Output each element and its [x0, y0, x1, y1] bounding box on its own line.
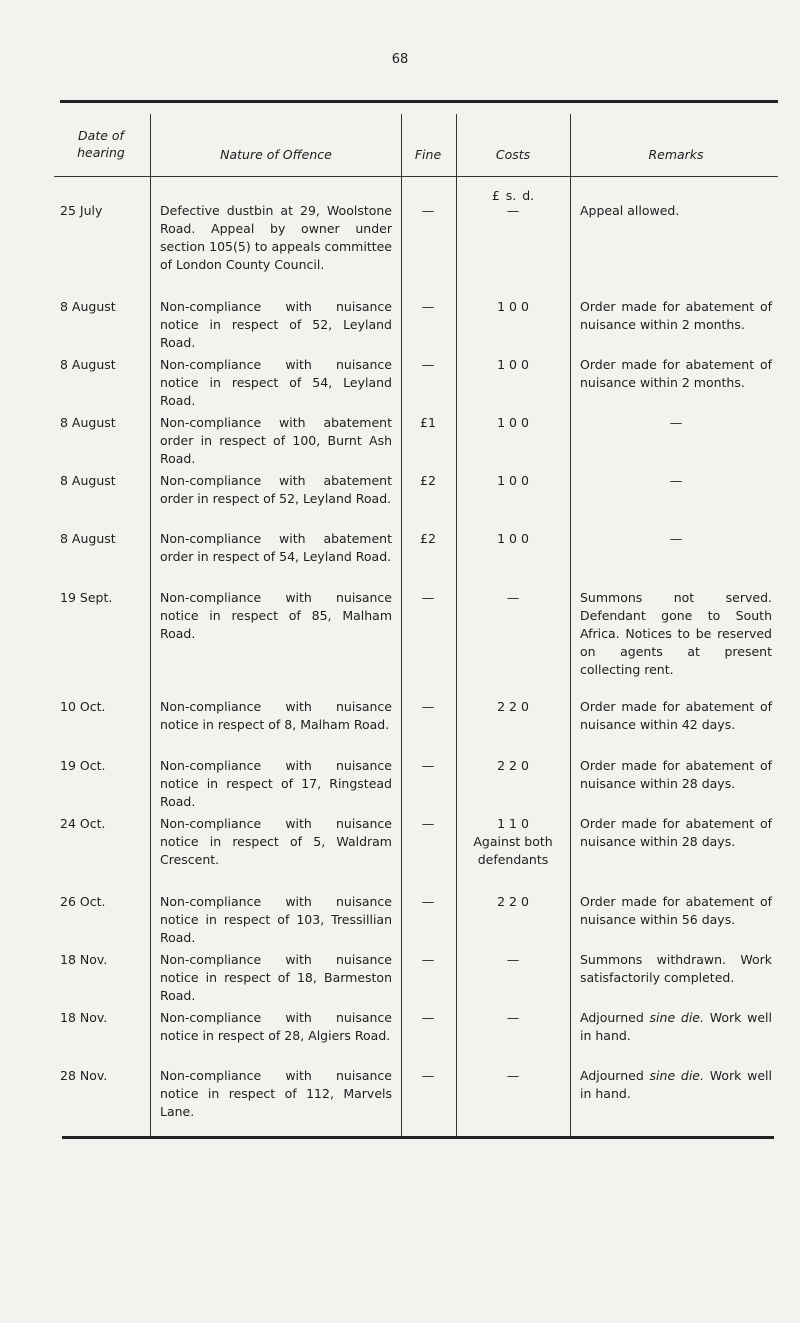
table-row-offence: Non-compliance with nuisance notice in respect of 28, Algiers Road. — [160, 1010, 392, 1043]
remarks-text: Work well in hand. — [580, 1010, 772, 1043]
table-row-date: 25 July — [60, 203, 103, 218]
table-row-date: 26 Oct. — [60, 894, 106, 909]
header-date: Date of hearing — [77, 128, 125, 160]
table-row-fine: — — [421, 952, 435, 967]
remarks-text: Adjourned — [580, 1010, 650, 1025]
table-bottom-rule — [62, 1136, 774, 1139]
table-row-remarks: — — [669, 473, 683, 488]
remarks-text: Adjourned — [580, 1068, 650, 1083]
table-row-offence: Non-compliance with nuisance notice in respect of 85, Malham Road. — [160, 590, 392, 641]
table-row-costs: — — [506, 590, 520, 605]
table-row-offence: Non-compliance with nuisance notice in respect of 112, Marvels Lane. — [160, 1068, 392, 1119]
costs-note: Against both defendants — [473, 834, 553, 867]
table-row-offence: Non-compliance with abatement order in respect of 52, Leyland Road. — [160, 473, 392, 506]
table-row-costs: 2 2 0 — [497, 758, 529, 773]
page-number: 68 — [391, 52, 409, 67]
column-divider — [570, 114, 571, 1136]
table-row-costs: 2 2 0 — [497, 699, 529, 714]
table-row-fine: £2 — [420, 473, 436, 488]
header-offence: Nature of Offence — [220, 147, 332, 162]
table-row-costs: 1 0 0 — [497, 299, 529, 314]
table-row-costs: — — [506, 1068, 520, 1083]
table-row-offence: Non-compliance with nuisance notice in respect of 52, Leyland Road. — [160, 299, 392, 350]
table-row-costs: 2 2 0 — [497, 894, 529, 909]
currency-units: £ s. d. — [491, 188, 535, 203]
table-row-remarks: Summons not served. Defendant gone to South Africa. Notices to be reserved on agents at present collecting rent. — [580, 590, 772, 677]
table-row-offence: Non-compliance with nuisance notice in respect of 54, Leyland Road. — [160, 357, 392, 408]
table-row-costs: 1 0 0 — [497, 415, 529, 430]
remarks-latin-phrase: sine die. — [649, 1068, 704, 1083]
table-row-date: 24 Oct. — [60, 816, 106, 831]
table-row-date: 18 Nov. — [60, 1010, 108, 1025]
table-row-fine: — — [421, 299, 435, 314]
table-row-offence: Non-compliance with nuisance notice in respect of 103, Tressillian Road. — [160, 894, 392, 945]
table-row-costs: — — [506, 952, 520, 967]
table-row-fine: — — [421, 357, 435, 372]
table-row-date: 8 August — [60, 473, 116, 488]
table-row-fine: — — [421, 1068, 435, 1083]
column-divider — [150, 114, 151, 1136]
table-row-fine: — — [421, 816, 435, 831]
table-row-fine: — — [421, 203, 435, 218]
table-row-remarks: Order made for abatement of nuisance within 2 months. — [580, 357, 772, 390]
table-row-offence: Non-compliance with nuisance notice in respect of 18, Barmeston Road. — [160, 952, 392, 1003]
table-row-remarks — [580, 1009, 772, 1045]
remarks-text: Work well in hand. — [580, 1068, 772, 1101]
table-row-remarks: Order made for abatement of nuisance within 28 days. — [580, 758, 772, 791]
table-row-date: 8 August — [60, 531, 116, 546]
table-header-rule — [54, 176, 778, 177]
table-row-costs: — — [506, 203, 520, 218]
table-row-costs: 1 0 0 — [497, 531, 529, 546]
header-remarks: Remarks — [648, 147, 704, 162]
table-row-date: 18 Nov. — [60, 952, 108, 967]
table-row-remarks — [580, 1067, 772, 1103]
table-row-offence: Non-compliance with nuisance notice in respect of 17, Ringstead Road. — [160, 758, 392, 809]
table-row-costs: — — [506, 1010, 520, 1025]
table-row-offence: Defective dustbin at 29, Woolstone Road. Appeal by owner under section 105(5) to appeals committee of London County Council. — [160, 203, 392, 272]
table-row-costs: 1 1 0 — [497, 816, 529, 831]
table-row-offence: Non-compliance with abatement order in respect of 100, Burnt Ash Road. — [160, 415, 392, 466]
header-fine: Fine — [414, 147, 442, 162]
table-row-fine: — — [421, 894, 435, 909]
column-divider — [401, 114, 402, 1136]
remarks-latin-phrase: sine die. — [649, 1010, 704, 1025]
table-row-fine: — — [421, 699, 435, 714]
table-row-date: 10 Oct. — [60, 699, 106, 714]
table-row-remarks: Order made for abatement of nuisance within 28 days. — [580, 816, 772, 849]
table-row-costs: 1 0 0 — [497, 357, 529, 372]
table-row-remarks: — — [669, 415, 683, 430]
table-row-date: 19 Oct. — [60, 758, 106, 773]
table-row-offence: Non-compliance with nuisance notice in respect of 8, Malham Road. — [160, 699, 392, 732]
table-row-remarks: Order made for abatement of nuisance within 42 days. — [580, 699, 772, 732]
column-divider — [456, 114, 457, 1136]
table-row-remarks: — — [669, 531, 683, 546]
table-row-remarks: Summons withdrawn. Work satisfactorily completed. — [580, 952, 772, 985]
table-row-date: 28 Nov. — [60, 1068, 108, 1083]
table-row-remarks: Order made for abatement of nuisance within 2 months. — [580, 299, 772, 332]
table-row-fine: — — [421, 590, 435, 605]
table-row-fine: — — [421, 1010, 435, 1025]
table-row-fine: — — [421, 758, 435, 773]
table-row-offence: Non-compliance with nuisance notice in respect of 5, Waldram Crescent. — [160, 816, 392, 867]
table-row-offence: Non-compliance with abatement order in respect of 54, Leyland Road. — [160, 531, 392, 564]
table-row-date: 19 Sept. — [60, 590, 113, 605]
table-row-fine: £1 — [420, 415, 436, 430]
header-costs: Costs — [495, 147, 531, 162]
table-row-remarks: Appeal allowed. — [580, 203, 680, 218]
table-row-date: 8 August — [60, 299, 116, 314]
table-row-remarks: Order made for abatement of nuisance within 56 days. — [580, 894, 772, 927]
table-row-costs: 1 0 0 — [497, 473, 529, 488]
table-row-fine: £2 — [420, 531, 436, 546]
table-row-date: 8 August — [60, 415, 116, 430]
table-row-date: 8 August — [60, 357, 116, 372]
table-top-rule — [60, 100, 778, 103]
